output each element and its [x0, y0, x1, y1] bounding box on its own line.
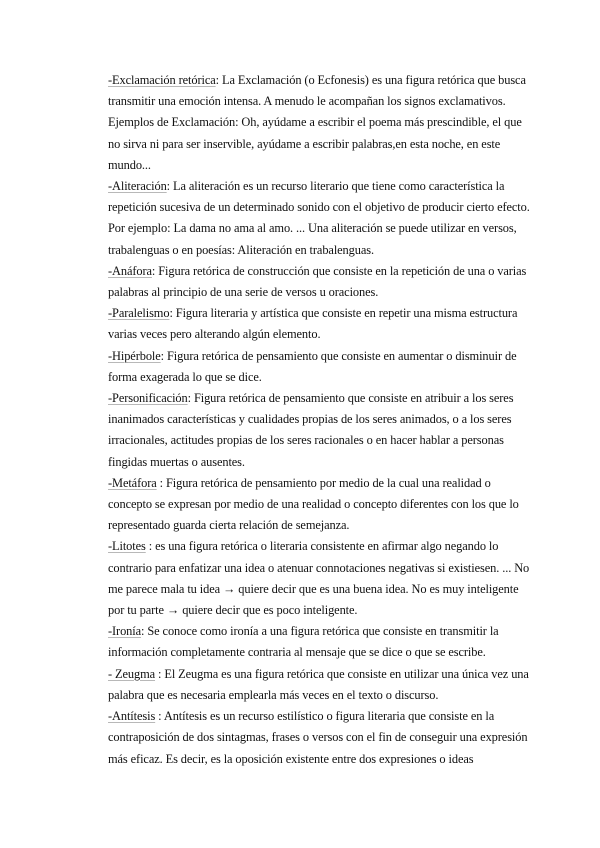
term-zeugma: - Zeugma	[108, 666, 156, 681]
term-separator: :	[141, 624, 145, 639]
term-paralelismo: -Paralelismo	[108, 306, 170, 321]
term-antitesis: -Antítesis	[108, 709, 156, 724]
paragraph-litotes	[108, 536, 530, 621]
term-separator: :	[215, 73, 219, 87]
term-metafora: -Metáfora	[108, 475, 157, 490]
paragraph-anafora	[108, 261, 530, 303]
paragraph-metafora	[108, 473, 530, 537]
paragraph-hiperbole	[108, 346, 530, 388]
definition-text: La aliteración es un recurso literario que tiene como característica la repetición sucesiva de un determinado sonido con el objetivo de producir cierto efecto. Por ejemplo: La dama no ama al amo. ... Una aliteración se puede utilizar en versos, trabalenguas o en poesías: Aliteración en trabalenguas.	[108, 179, 530, 257]
document-body	[108, 70, 530, 770]
term-separator: :	[151, 263, 156, 278]
paragraph-aliteracion	[108, 176, 530, 261]
term-personificacion: -Personificación	[108, 391, 188, 406]
paragraph-zeugma	[108, 664, 530, 706]
definition-text: Antítesis es un recurso estilístico o figura literaria que consiste en la contraposición de dos sintagmas, frases o versos con el fin de conseguir una expresión más eficaz. Es decir, es la oposición existente entre dos expresiones o ideas	[108, 709, 528, 766]
paragraph-antitesis	[108, 706, 530, 770]
paragraph-paralelismo	[108, 303, 530, 345]
definition-text: es una figura retórica o literaria consistente en afirmar algo negando lo contrario para enfatizar una idea o atenuar connotaciones negativas si existiesen. ... No me parece mala tu idea → quiere decir que es una buena idea. No es muy inteligente por tu parte → quiere decir que es poco inteligente.	[108, 539, 530, 618]
term-separator: :	[169, 306, 173, 321]
term-separator: :	[166, 179, 171, 194]
term-ironia: -Ironía	[108, 624, 142, 639]
term-aliteracion: -Aliteración	[108, 179, 167, 194]
definition-text: Se conoce como ironía a una figura retórica que consiste en transmitir la información completamente contraria al mensaje que se dice o que se escribe.	[108, 624, 499, 660]
paragraph-personificacion	[108, 388, 530, 473]
term-separator: :	[156, 475, 163, 490]
definition-text: La Exclamación (o Ecfonesis) es una figura retórica que busca transmitir una emoción intensa. A menudo le acompañan los signos exclamativos. Ejemplos de Exclamación: Oh, ayúdame a escribir el poema más prescindible, el que no sirva ni para ser inservible, ayúdame a escribir palabras,en esta noche, en este mundo...	[108, 73, 526, 172]
term-anafora: -Anáfora	[108, 263, 152, 278]
paragraph-exclamacion	[108, 70, 530, 176]
term-separator: :	[155, 709, 162, 724]
definition-text: Figura retórica de construcción que consiste en la repetición de una o varias palabras al principio de una serie de versos u oraciones.	[108, 263, 527, 300]
term-litotes: -Litotes	[108, 539, 146, 554]
term-separator: :	[155, 666, 162, 681]
term-separator: :	[160, 348, 165, 363]
definition-text: Figura retórica de pensamiento por medio de la cual una realidad o concepto se expresan por medio de una realidad o concepto diferentes con los que lo representado guarda cierta relación de semejanza.	[108, 475, 519, 533]
term-separator: :	[145, 539, 153, 554]
definition-text: El Zeugma es una figura retórica que consiste en utilizar una única vez una palabra que es necesaria emplearla más veces en el texto o discurso.	[108, 666, 529, 702]
definition-text: Figura literaria y artística que consiste en repetir una misma estructura varias veces pero alterando algún elemento.	[108, 306, 518, 342]
paragraph-ironia	[108, 621, 530, 663]
term-exclamacion: -Exclamación retórica	[108, 73, 216, 87]
term-hiperbole: -Hipérbole	[108, 348, 161, 363]
definition-text: Figura retórica de pensamiento que consiste en atribuir a los seres inanimados características y cualidades propias de los seres animados, o a los seres irracionales, actitudes propias de los seres racionales o en hacer hablar a personas fingidas muertas o ausentes.	[108, 391, 514, 469]
term-separator: :	[187, 391, 191, 406]
definition-text: Figura retórica de pensamiento que consiste en aumentar o disminuir de forma exagerada lo que se dice.	[108, 348, 517, 384]
